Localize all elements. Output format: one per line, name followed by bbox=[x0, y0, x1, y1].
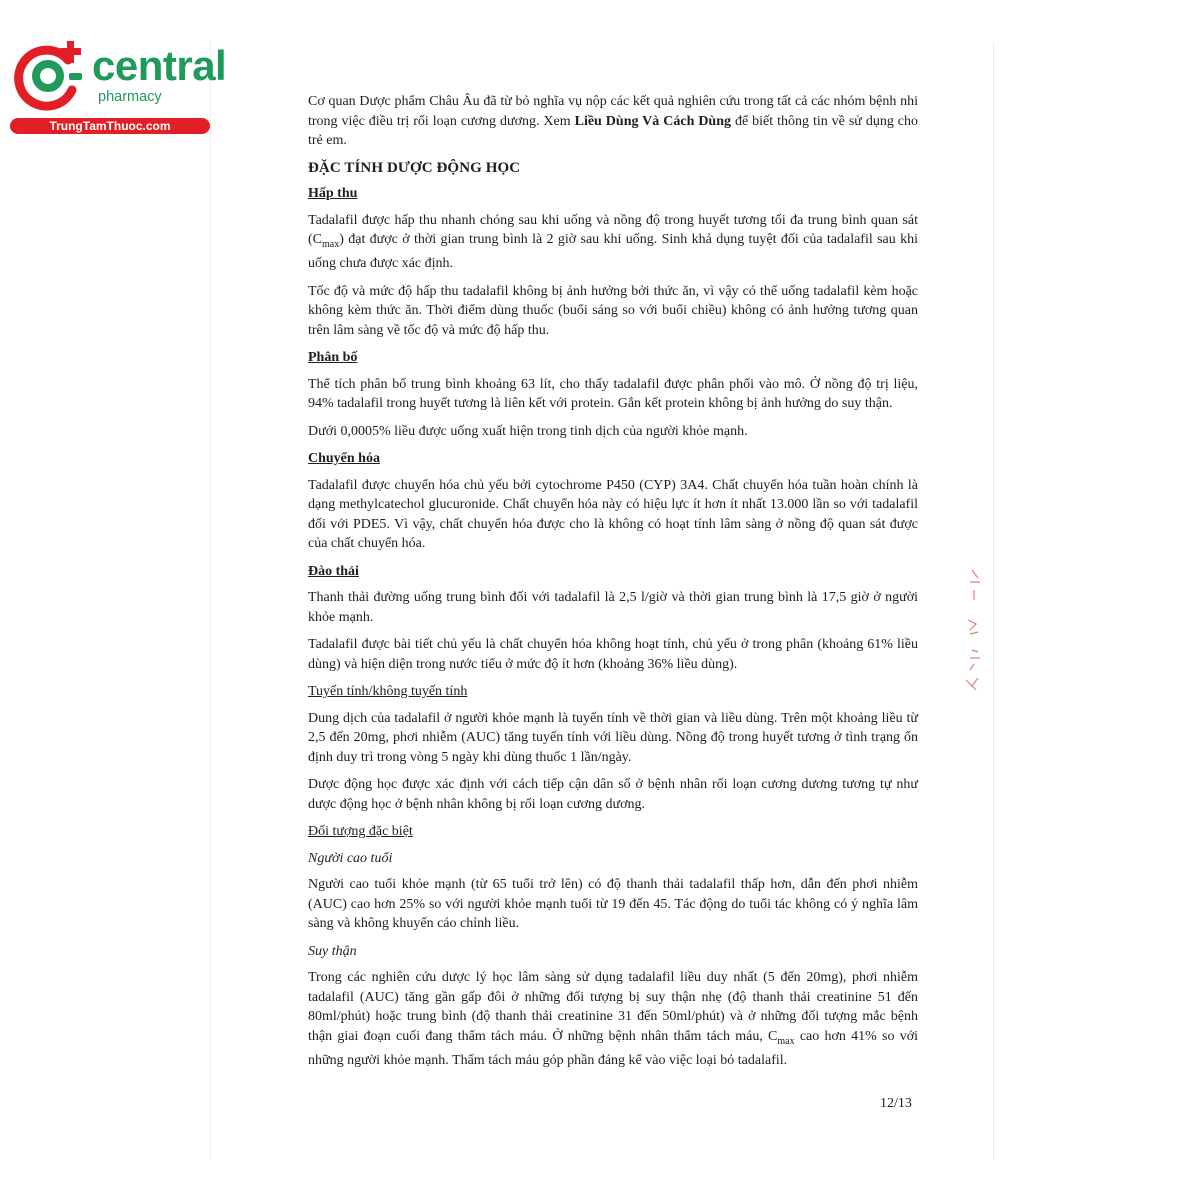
intro-paragraph: Cơ quan Dược phẩm Châu Âu đã từ bỏ nghĩa vụ nộp các kết quả nghiên cứu trong tất cả các nhóm bệnh nhi trong việc điều trị rối loạn cương dương. Xem Liều Dùng Và Cách Dùng để biết thông tin về sử dụng cho trẻ em. bbox=[308, 94, 919, 148]
pharmacy-cross-icon bbox=[10, 38, 90, 118]
elderly-paragraph: Người cao tuổi khỏe mạnh (từ 65 tuổi trở lên) có độ thanh thải tadalafil thấp hơn, dẫn đến phơi nhiễm (AUC) cao hơn 25% so với người khỏe mạnh tuổi từ 19 đến 45. Tác động do tuổi tác không có ý nghĩa lâm sàng và không khuyến cáo chỉnh liều. bbox=[308, 877, 918, 932]
metabolism-heading: Chuyển hóa bbox=[308, 451, 380, 467]
elimination-paragraph-1: Thanh thải đường uống trung bình đối với tadalafil là 2,5 l/giờ và thời gian trung bình là 17,5 giờ ở người khỏe mạnh. bbox=[308, 590, 918, 625]
linearity-paragraph-1: Dung dịch của tadalafil ở người khỏe mạnh là tuyến tính về thời gian và liều dùng. Trên một khoảng liều từ 2,5 đến 20mg, phơi nhiễm (AUC) tăng tuyến tính với liều dùng. Nồng độ trong huyết tương ở tình trạng ổn định duy trì trong vòng 5 ngày khi dùng thuốc 1 lần/ngày. bbox=[308, 710, 918, 765]
elderly-heading: Người cao tuổi bbox=[308, 850, 393, 866]
brand-website[interactable]: TrungTamThuoc.com bbox=[10, 118, 210, 134]
linearity-paragraph-2: Dược động học được xác định với cách tiếp cận dân số ở bệnh nhân rối loạn cương dương tương tự như dược động học ở bệnh nhân không bị rối loạn cương dương. bbox=[308, 777, 918, 812]
section-title: ĐẶC TÍNH DƯỢC ĐỘNG HỌC bbox=[308, 159, 521, 176]
brand-subtitle: pharmacy bbox=[98, 89, 162, 105]
document-body bbox=[308, 92, 918, 1079]
renal-paragraph: Trong các nghiên cứu dược lý học lâm sàng sử dụng tadalafil liều duy nhất (5 đến 20mg), phơi nhiễm tadalafil (AUC) tăng gần gấp đôi ở những đối tượng bị suy thận nhẹ (độ thanh thải creatinine 51 đến 80ml/phút) hoặc trung bình (độ thanh thải creatinine 31 đến 50ml/phút) và ở những đối tượng mắc bệnh thận giai đoạn cuối đang thẩm tách máu. Ở những bệnh nhân thẩm tách máu, $C_{max}$ cao hơn 41% so với những người khỏe mạnh. Thẩm tách máu góp phần đáng kể vào việc loại bỏ tadalafil. bbox=[308, 970, 919, 1069]
elimination-paragraph-2: Tadalafil được bài tiết chủ yếu là chất chuyển hóa không hoạt tính, chủ yếu ở trong phân (khoảng 61% liều dùng) và hiện diện trong nước tiểu ở mức độ ít hơn (khoảng 36% liều dùng). bbox=[308, 637, 918, 672]
red-stamp-mark bbox=[960, 560, 992, 700]
absorption-heading: Hấp thu bbox=[308, 186, 358, 201]
metabolism-paragraph: Tadalafil được chuyển hóa chủ yếu bởi cytochrome P450 (CYP) 3A4. Chất chuyển hóa tuần hoàn chính là dạng methylcatechol glucuronide. Chất chuyển hóa này có hiệu lực ít hơn ít nhất 13.000 lần so với tadalafil đối với PDE5. Vì vậy, chất chuyển hóa được cho là không có hoạt tính lâm sàng ở nồng độ quan sát được của chất chuyển hóa. bbox=[308, 477, 918, 552]
distribution-paragraph-1: Thể tích phân bố trung bình khoảng 63 lít, cho thấy tadalafil được phân phối vào mô. Ở nồng độ trị liệu, 94% tadalafil trong huyết tương là liên kết với protein. Gắn kết protein không bị ảnh hưởng do suy thận. bbox=[308, 376, 918, 412]
special-populations-heading: Đối tượng đặc biệt bbox=[308, 824, 413, 840]
linearity-heading: Tuyến tính/không tuyến tính bbox=[308, 684, 468, 700]
absorption-paragraph-2: Tốc độ và mức độ hấp thu tadalafil không bị ảnh hưởng bởi thức ăn, vì vậy có thể uống tadalafil kèm hoặc không kèm thức ăn. Thời điểm dùng thuốc (buổi sáng so với buổi chiều) không có ảnh hưởng tương quan trên lâm sàng về tốc độ và mức độ hấp thu. bbox=[308, 283, 918, 338]
dosage-reference: Liều Dùng Và Cách Dùng bbox=[574, 113, 732, 129]
distribution-paragraph-2: Dưới 0,0005% liều được uống xuất hiện trong tinh dịch của người khỏe mạnh. bbox=[308, 423, 748, 439]
distribution-heading: Phân bố bbox=[308, 350, 358, 366]
page-number: 12/13 bbox=[880, 1096, 912, 1111]
elimination-heading: Đào thải bbox=[308, 563, 359, 579]
absorption-paragraph-1: Tadalafil được hấp thu nhanh chóng sau khi uống và nồng độ trong huyết tương tối đa trung bình quan sát $(C_{max})$ đạt được ở thời gian trung bình là 2 giờ sau khi uống. Sinh khả dụng tuyệt đối của tadalafil sau khi uống chưa được xác định. bbox=[308, 212, 918, 272]
brand-logo[interactable] bbox=[10, 38, 227, 138]
renal-heading: Suy thận bbox=[308, 943, 357, 959]
brand-name: central bbox=[92, 42, 227, 89]
